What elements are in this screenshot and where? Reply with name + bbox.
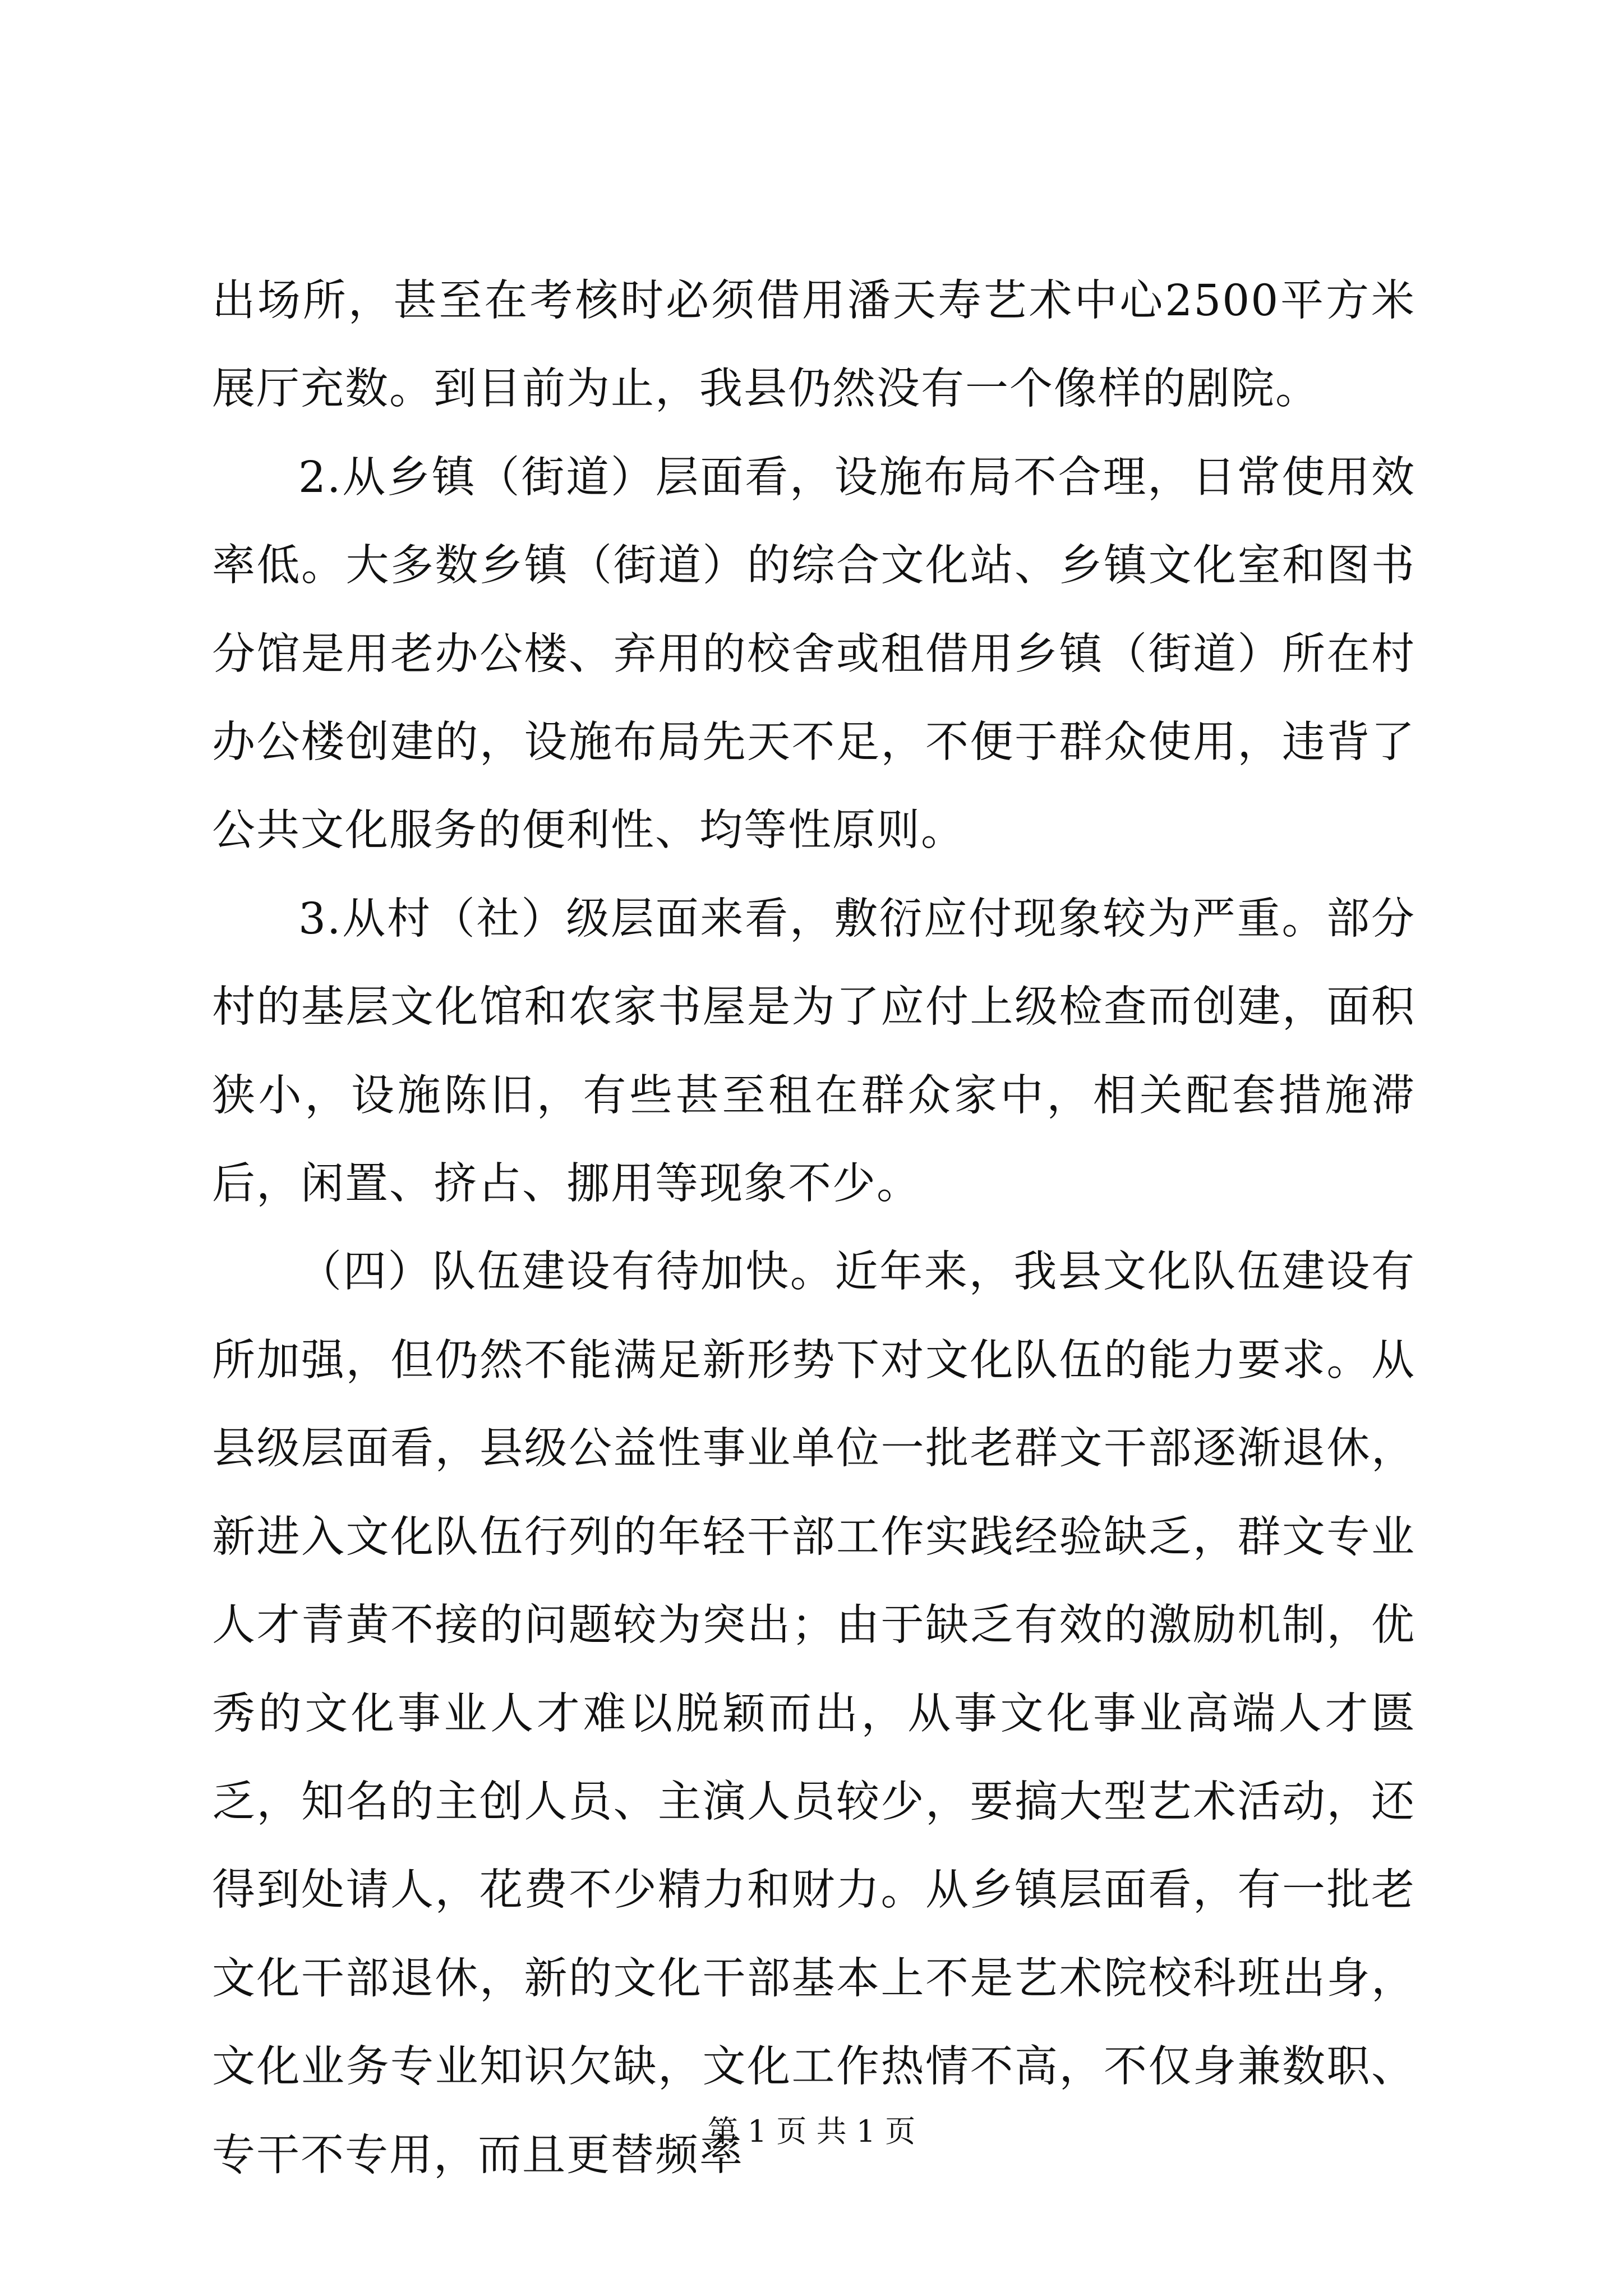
page-number-footer: 第 1 页 共 1 页 [707, 2114, 916, 2149]
paragraph-village-facilities: 3.从村（社）级层面来看，敷衍应付现象较为严重。部分村的基层文化馆和农家书屋是为了应付上级检查而创建，面积狭小，设施陈旧，有些甚至租在群众家中，相关配套措施滞后，闲置、挤占、挪用等现象不少。 [212, 894, 1415, 1209]
paragraph-township-facilities: 2.从乡镇（街道）层面看，设施布局不合理，日常使用效率低。大多数乡镇（街道）的综合文化站、乡镇文化室和图书分馆是用老办公楼、弃用的校舍或租借用乡镇（街道）所在村办公楼创建的，设施布局先天不足，不便于群众使用，违背了公共文化服务的便利性、均等性原则。 [212, 452, 1415, 856]
paragraph-continuation: 出场所，甚至在考核时必须借用潘天寿艺术中心2500平方米展厅充数。到目前为止，我县仍然没有一个像样的剧院。 [212, 276, 1415, 415]
paragraph-team-building: （四）队伍建设有待加快。近年来，我县文化队伍建设有所加强，但仍然不能满足新形势下对文化队伍的能力要求。从县级层面看，县级公益性事业单位一批老群文干部逐渐退休，新进入文化队伍行列的年轻干部工作实践经验缺乏，群文专业人才青黄不接的问题较为突出；由于缺乏有效的激励机制，优秀的文化事业人才难以脱颖而出，从事文化事业高端人才匮乏，知名的主创人员、主演人员较少，要搞大型艺术活动，还得到处请人，花费不少精力和财力。从乡镇层面看，有一批老文化干部退休，新的文化干部基本上不是艺术院校科班出身，文化业务专业知识欠缺，文化工作热情不高，不仅身兼数职、专干不专用，而且更替频率 [212, 1247, 1415, 2180]
body-text [212, 257, 1415, 2200]
